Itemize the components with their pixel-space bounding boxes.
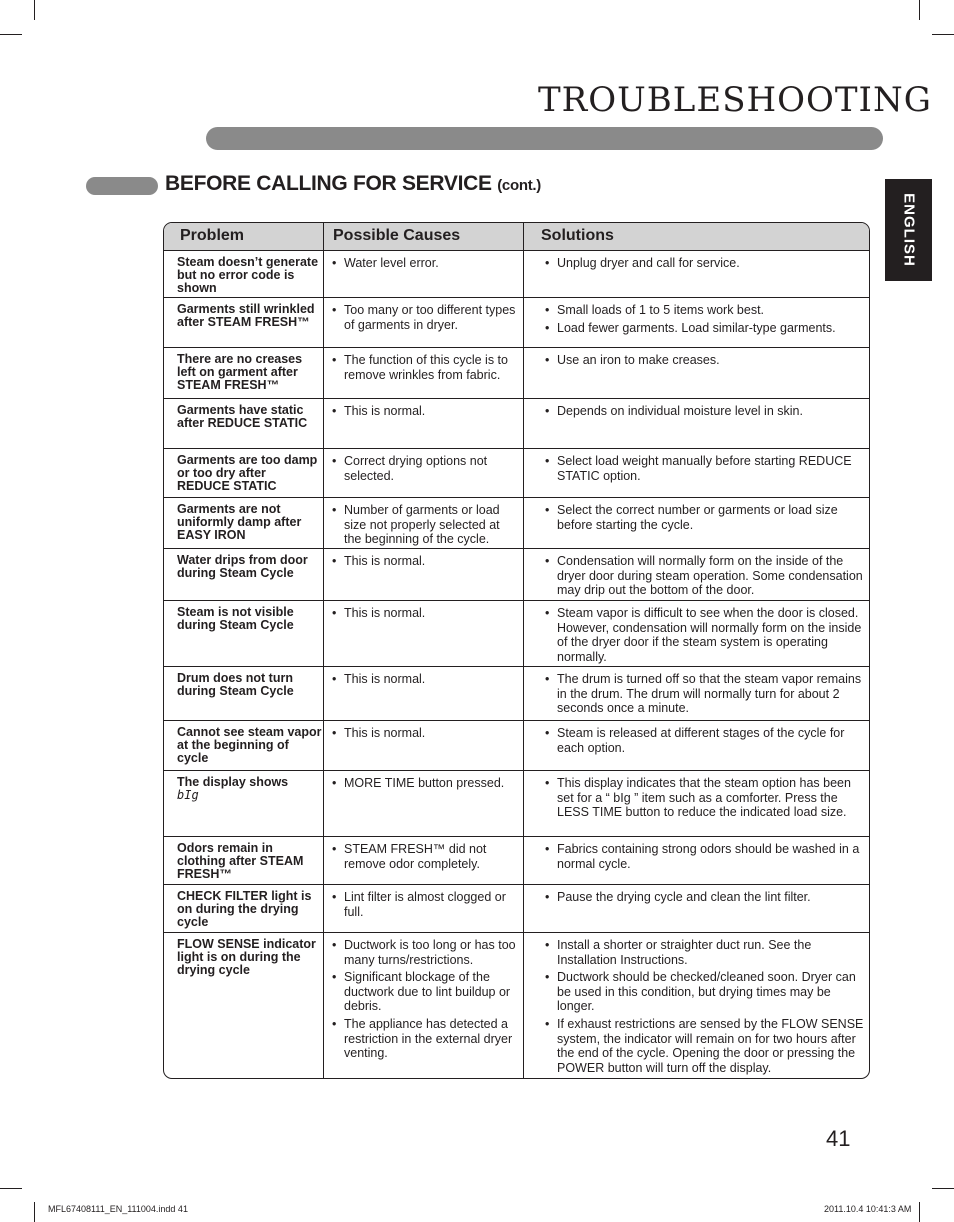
bullet-item: • STEAM FRESH™ did not remove odor completely. bbox=[330, 842, 520, 871]
bullet-item: • Unplug dryer and call for service. bbox=[543, 256, 869, 271]
solutions-cell bbox=[543, 771, 869, 823]
problem-cell bbox=[177, 601, 322, 632]
display-code: bIg bbox=[177, 788, 199, 802]
solutions-cell bbox=[543, 348, 869, 371]
table-row bbox=[164, 721, 869, 771]
problem-cell bbox=[177, 771, 322, 802]
solutions-cell bbox=[543, 933, 869, 1078]
crop-mark bbox=[919, 0, 920, 20]
bullet-item: • This is normal. bbox=[330, 672, 520, 687]
problem-cell bbox=[177, 667, 322, 698]
table-row bbox=[164, 348, 869, 399]
solutions-cell bbox=[543, 601, 869, 667]
problem-cell bbox=[177, 933, 322, 977]
possible-causes-cell bbox=[330, 399, 520, 422]
bullet-item: • Pause the drying cycle and clean the lint filter. bbox=[543, 890, 869, 905]
bullet-item: • Fabrics containing strong odors should be washed in a normal cycle. bbox=[543, 842, 869, 871]
section-decoration-pill bbox=[86, 177, 158, 195]
footer-file-info: MFL67408111_EN_111004.indd 41 bbox=[48, 1204, 188, 1214]
problem-text: Odors remain in clothing after STEAM FRESH™ bbox=[177, 841, 304, 881]
bullet-item: • Steam vapor is difficult to see when the door is closed. However, condensation will normally form on the inside of the dryer door if the steam system is operating normally. bbox=[543, 606, 869, 664]
table-row bbox=[164, 667, 869, 721]
problem-text: Garments are not uniformly damp after EASY IRON bbox=[177, 502, 302, 542]
bullet-item: • Select load weight manually before starting REDUCE STATIC option. bbox=[543, 454, 869, 483]
language-side-tab-label: ENGLISH bbox=[900, 193, 917, 267]
bullet-item: • Select the correct number or garments or load size before starting the cycle. bbox=[543, 503, 869, 532]
bullet-item: • The function of this cycle is to remove wrinkles from fabric. bbox=[330, 353, 520, 382]
table-row bbox=[164, 933, 869, 1079]
bullet-item: • Condensation will normally form on the inside of the dryer door during steam operation. Some condensation may drip out the bottom of the door. bbox=[543, 554, 869, 598]
crop-mark bbox=[34, 1202, 35, 1222]
section-heading bbox=[165, 172, 541, 196]
problem-text: Steam is not visible during Steam Cycle bbox=[177, 605, 294, 632]
bullet-item: • This is normal. bbox=[330, 554, 520, 569]
table-row bbox=[164, 885, 869, 933]
solutions-cell bbox=[543, 251, 869, 274]
table-row bbox=[164, 498, 869, 549]
possible-causes-cell bbox=[330, 933, 520, 1064]
page-number: 41 bbox=[826, 1126, 851, 1151]
bullet-item: • Number of garments or load size not properly selected at the beginning of the cycle. bbox=[330, 503, 520, 547]
bullet-item: • Small loads of 1 to 5 items work best. bbox=[543, 303, 869, 318]
problem-text: Garments have static after REDUCE STATIC bbox=[177, 403, 308, 430]
bullet-item: • This is normal. bbox=[330, 606, 520, 621]
problem-cell bbox=[177, 348, 322, 392]
crop-mark bbox=[0, 34, 22, 35]
solutions-cell bbox=[543, 298, 869, 338]
problem-text: Garments still wrinkled after STEAM FRESH™ bbox=[177, 302, 315, 329]
possible-causes-cell bbox=[330, 837, 520, 874]
bullet-item: • Water level error. bbox=[330, 256, 520, 271]
bullet-item: • Ductwork is too long or has too many turns/restrictions. bbox=[330, 938, 520, 967]
bullet-item: • Significant blockage of the ductwork due to lint buildup or debris. bbox=[330, 970, 520, 1014]
crop-mark bbox=[932, 1188, 954, 1189]
language-side-tab bbox=[885, 179, 932, 281]
possible-causes-cell bbox=[330, 721, 520, 744]
table-row bbox=[164, 601, 869, 667]
solutions-cell bbox=[543, 667, 869, 719]
problem-cell bbox=[177, 721, 322, 765]
problem-text: Drum does not turn during Steam Cycle bbox=[177, 671, 294, 698]
title-decoration-bar bbox=[206, 127, 883, 150]
crop-mark bbox=[0, 1188, 22, 1189]
bullet-item: • This display indicates that the steam option has been set for a “ bIg ” item such as a comforter. Press the LESS TIME button to reduce the indicated load size. bbox=[543, 776, 869, 820]
page-title: TROUBLESHOOTING bbox=[538, 80, 932, 120]
bullet-item: • Depends on individual moisture level in skin. bbox=[543, 404, 869, 419]
problem-text: The display shows bbox=[177, 775, 289, 789]
problem-text: Water drips from door during Steam Cycle bbox=[177, 553, 308, 580]
problem-cell bbox=[177, 498, 322, 542]
bullet-item: • Steam is released at different stages of the cycle for each option. bbox=[543, 726, 869, 755]
table-row bbox=[164, 837, 869, 885]
problem-text: FLOW SENSE indicator light is on during the drying cycle bbox=[177, 937, 316, 977]
table-row bbox=[164, 298, 869, 348]
crop-mark bbox=[919, 1202, 920, 1222]
header-problem: Problem bbox=[180, 227, 245, 244]
footer-timestamp: 2011.10.4 10:41:3 AM bbox=[824, 1204, 912, 1214]
bullet-item: • Install a shorter or straighter duct run. See the Installation Instructions. bbox=[543, 938, 869, 967]
table-row bbox=[164, 251, 869, 298]
solutions-cell bbox=[543, 498, 869, 535]
possible-causes-cell bbox=[330, 498, 520, 550]
bullet-item: • MORE TIME button pressed. bbox=[330, 776, 520, 791]
possible-causes-cell bbox=[330, 771, 520, 794]
possible-causes-cell bbox=[330, 449, 520, 486]
possible-causes-cell bbox=[330, 348, 520, 385]
problem-cell bbox=[177, 549, 322, 580]
crop-mark bbox=[932, 34, 954, 35]
bullet-item: • The appliance has detected a restriction in the external dryer venting. bbox=[330, 1017, 520, 1061]
header-solutions: Solutions bbox=[541, 227, 614, 244]
solutions-cell bbox=[543, 837, 869, 874]
table-row bbox=[164, 771, 869, 837]
table-row bbox=[164, 549, 869, 601]
bullet-item: • This is normal. bbox=[330, 404, 520, 419]
bullet-item: • Lint filter is almost clogged or full. bbox=[330, 890, 520, 919]
solutions-cell bbox=[543, 399, 869, 422]
bullet-item: • Use an iron to make creases. bbox=[543, 353, 869, 368]
bullet-item: • Ductwork should be checked/cleaned soon. Dryer can be used in this condition, but drying times may be longer. bbox=[543, 970, 869, 1014]
problem-cell bbox=[177, 251, 322, 295]
table-row bbox=[164, 399, 869, 449]
section-heading-text: BEFORE CALLING FOR SERVICE bbox=[165, 172, 492, 195]
problem-cell bbox=[177, 298, 322, 329]
bullet-item: • Load fewer garments. Load similar-type garments. bbox=[543, 321, 869, 336]
possible-causes-cell bbox=[330, 885, 520, 922]
bullet-item: • If exhaust restrictions are sensed by the FLOW SENSE system, the indicator will remain on for two hours after the end of the cycle. Opening the door or pressing the POWER button will turn off the display. bbox=[543, 1017, 869, 1075]
problem-text: CHECK FILTER light is on during the drying cycle bbox=[177, 889, 312, 929]
problem-cell bbox=[177, 449, 322, 493]
problem-text: There are no creases left on garment after STEAM FRESH™ bbox=[177, 352, 303, 392]
section-heading-cont: (cont.) bbox=[497, 177, 541, 194]
header-possible-causes: Possible Causes bbox=[333, 227, 461, 244]
possible-causes-cell bbox=[330, 601, 520, 624]
solutions-cell bbox=[543, 721, 869, 758]
problem-text: Cannot see steam vapor at the beginning of cycle bbox=[177, 725, 322, 765]
possible-causes-cell bbox=[330, 298, 520, 335]
possible-causes-cell bbox=[330, 549, 520, 572]
crop-mark bbox=[34, 0, 35, 20]
table-header bbox=[164, 223, 869, 251]
solutions-cell bbox=[543, 449, 869, 486]
problem-cell bbox=[177, 837, 322, 881]
problem-text: Garments are too damp or too dry after REDUCE STATIC bbox=[177, 453, 318, 493]
possible-causes-cell bbox=[330, 251, 520, 274]
problem-text: Steam doesn’t generate but no error code is shown bbox=[177, 255, 319, 295]
problem-cell bbox=[177, 399, 322, 430]
bullet-item: • This is normal. bbox=[330, 726, 520, 741]
bullet-item: • Too many or too different types of garments in dryer. bbox=[330, 303, 520, 332]
bullet-item: • The drum is turned off so that the steam vapor remains in the drum. The drum will normally turn for about 2 seconds once a minute. bbox=[543, 672, 869, 716]
problem-cell bbox=[177, 885, 322, 929]
possible-causes-cell bbox=[330, 667, 520, 690]
bullet-item: • Correct drying options not selected. bbox=[330, 454, 520, 483]
troubleshooting-table bbox=[163, 222, 870, 1079]
solutions-cell bbox=[543, 885, 869, 908]
table-row bbox=[164, 449, 869, 498]
solutions-cell bbox=[543, 549, 869, 601]
